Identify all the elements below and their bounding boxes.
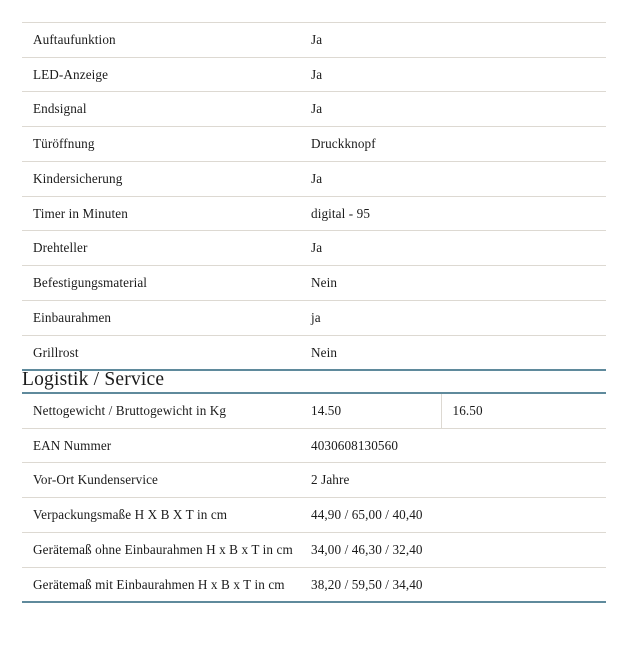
spec-value: Ja — [311, 101, 323, 117]
spec-value: Nein — [311, 344, 338, 360]
spec-value-net: 14.50 — [300, 393, 441, 428]
spec-value: Ja — [311, 66, 323, 82]
spec-label: Grillrost — [33, 344, 79, 360]
spec-value: digital - 95 — [311, 205, 371, 221]
table-row — [22, 266, 606, 301]
spec-value: 4030608130560 — [311, 437, 399, 453]
table-row — [22, 498, 606, 533]
spec-value: 38,20 / 59,50 / 34,40 — [311, 576, 423, 592]
spec-label: Auftaufunktion — [33, 32, 116, 47]
table-row — [22, 23, 606, 58]
table-row — [22, 231, 606, 266]
spec-label: Endsignal — [33, 101, 87, 117]
spec-value-gross: 16.50 — [452, 403, 483, 418]
features-table-body — [22, 23, 606, 371]
spec-label: Gerätemaß mit Einbaurahmen H x B x T in cm — [33, 576, 285, 592]
spec-value: 44,90 / 65,00 / 40,40 — [311, 507, 423, 523]
spec-label: Türöffnung — [33, 136, 95, 152]
features-table-block — [0, 22, 606, 371]
table-row — [22, 300, 606, 335]
spec-label: LED-Anzeige — [33, 66, 109, 82]
table-row — [22, 196, 606, 231]
spec-value: Ja — [311, 240, 323, 256]
spec-label: EAN Nummer — [33, 437, 112, 453]
spec-label: Timer in Minuten — [33, 205, 128, 221]
spec-label: Drehteller — [33, 240, 88, 256]
table-row — [22, 532, 606, 567]
spec-value: Nein — [311, 275, 338, 291]
table-row — [22, 127, 606, 162]
spec-label: Nettogewicht / Bruttogewicht in Kg — [33, 403, 227, 418]
table-row — [22, 463, 606, 498]
table-row — [22, 335, 606, 370]
spec-value: Ja — [311, 32, 323, 47]
spec-label: Kindersicherung — [33, 170, 123, 186]
table-row — [22, 57, 606, 92]
spec-value: Ja — [311, 170, 323, 186]
table-row — [22, 428, 606, 463]
logistics-table-body — [22, 393, 606, 602]
logistics-table-block — [0, 392, 606, 603]
table-row — [22, 92, 606, 127]
table-row — [22, 161, 606, 196]
spec-value: 2 Jahre — [311, 472, 350, 488]
spec-label: Verpackungsmaße H X B X T in cm — [33, 507, 228, 523]
spec-value: ja — [311, 309, 321, 325]
table-row — [22, 567, 606, 602]
spec-label: Einbaurahmen — [33, 309, 112, 325]
table-row — [22, 393, 606, 428]
spec-label: Gerätemaß ohne Einbaurahmen H x B x T in cm — [33, 541, 293, 557]
spec-label: Vor-Ort Kundenservice — [33, 472, 159, 488]
logistics-spec-table — [22, 392, 606, 603]
spec-label: Befestigungsmaterial — [33, 275, 148, 291]
features-spec-table — [22, 22, 606, 371]
spec-value: Druckknopf — [311, 136, 376, 152]
spec-value: 34,00 / 46,30 / 32,40 — [311, 541, 423, 557]
logistics-section-heading: Logistik / Service — [22, 369, 165, 390]
